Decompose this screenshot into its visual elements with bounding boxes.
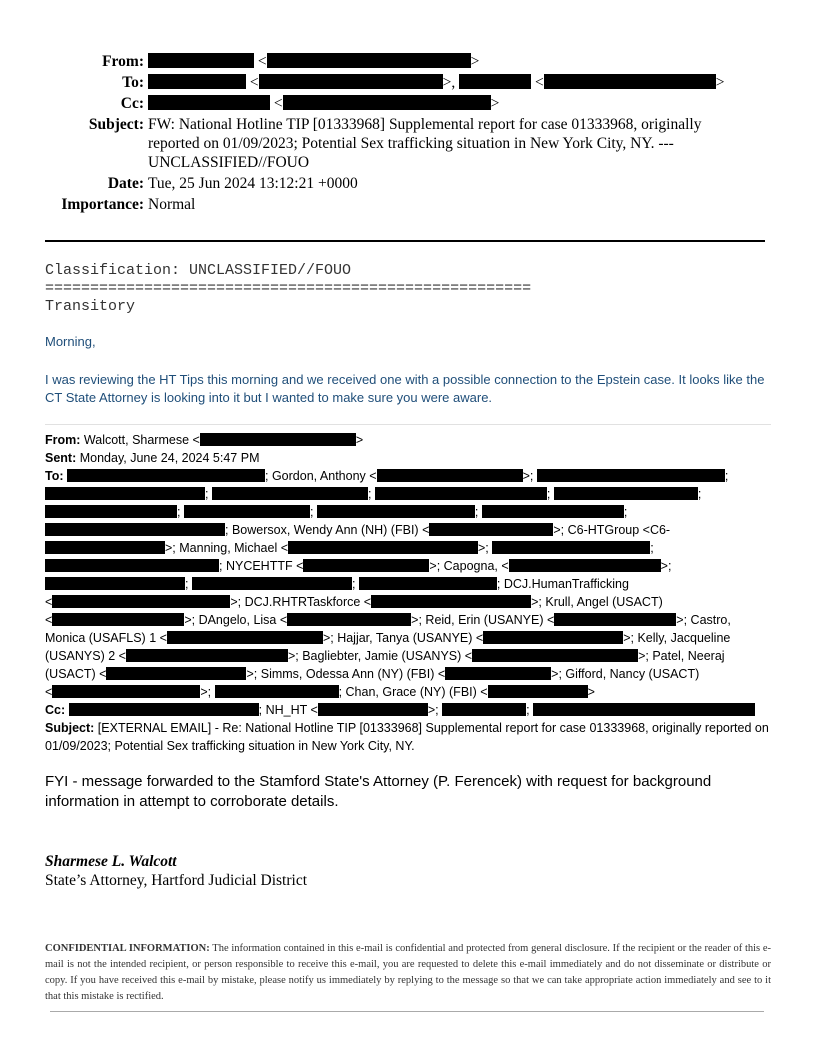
header-subject: FW: National Hotline TIP [01333968] Supplemental report for case 01333968, originally reported on 01/09/2023; Potential Sex trafficking situation in New York City, NY. --- UNCLASSIFIED//FOUO <box>148 116 702 171</box>
signature-title: State’s Attorney, Hartford Judicial District <box>45 872 308 889</box>
recipient-name: Capogna, <box>443 559 498 573</box>
redaction <box>375 487 547 500</box>
forward-cc-row: Cc: ; NH_HT < >; ; <box>45 701 773 719</box>
recipient-name: C6-HTGroup <C6- <box>567 523 671 537</box>
redaction <box>537 469 725 482</box>
redaction <box>287 613 411 626</box>
redaction <box>554 487 698 500</box>
redaction <box>52 595 230 608</box>
recipient-name: Bowersox, Wendy Ann (NH) (FBI) <box>231 523 419 537</box>
redaction <box>69 703 259 716</box>
forward-subject-label: Subject: <box>45 721 95 735</box>
redaction <box>482 505 624 518</box>
recipient-name: Gifford, Nancy (USACT) <box>565 667 700 681</box>
recipient-name: Bagliebter, Jamie (USANYS) <box>302 649 462 663</box>
redaction <box>488 685 588 698</box>
redaction <box>459 74 531 89</box>
forward-from-row: From: Walcott, Sharmese < > <box>45 433 364 447</box>
redaction <box>283 95 491 110</box>
redaction <box>359 577 497 590</box>
forward-from-name: Walcott, Sharmese <box>83 433 190 447</box>
email-header <box>0 52 816 216</box>
forward-to-list: To: ; Gordon, Anthony < >; ; ; ; ; ; ; ; ; ; ; Bowersox, Wendy Ann (NH) (FBI) < >; C6-HTGroup <C6- >; Manning, Michael < >; ; ; NYCEHTTF < >; Capogna, < >; ; ; ; DCJ.HumanTrafficking < >; DCJ.RHTRTaskforce < >; Krull, Angel (USACT) < >; DAngelo, Lisa < >; Reid, Erin (USANYE) < >; Castro, Monica (USAFLS) 1 < >; Hajjar, Tanya (USANYE) < >; Kelly, Jacqueline (USANYS) 2 < >; Bagliebter, Jamie (USANYS) < >; Patel, Neeraj (USACT) < >; Simms, Odessa Ann (NY) (FBI) < >; Gifford, Nancy (USACT) < >; ; Chan, Grace (NY) (FBI) < > <box>45 469 731 699</box>
redaction <box>184 505 310 518</box>
recipient-name: (USANYS) 2 <box>45 649 116 663</box>
redaction <box>267 53 471 68</box>
redaction <box>45 559 219 572</box>
recipient-name: Simms, Odessa Ann (NY) (FBI) <box>260 667 435 681</box>
redaction <box>317 505 475 518</box>
header-importance-label: Importance: <box>61 196 144 213</box>
recipient-name: Manning, Michael <box>179 541 278 555</box>
header-to-row <box>0 73 816 92</box>
redaction <box>67 469 265 482</box>
classification-line: Classification: UNCLASSIFIED//FOUO <box>45 262 352 279</box>
forward-sent: Monday, June 24, 2024 5:47 PM <box>79 451 260 465</box>
recipient-name: NYCEHTTF <box>225 559 293 573</box>
recipient-name: Kelly, Jacqueline <box>637 631 731 645</box>
recipient-name: DAngelo, Lisa <box>198 613 277 627</box>
header-date-row <box>0 174 816 193</box>
redaction <box>492 541 650 554</box>
redaction <box>148 53 254 68</box>
redaction <box>429 523 553 536</box>
footer-divider <box>50 1011 764 1012</box>
redaction <box>377 469 523 482</box>
redaction <box>106 667 246 680</box>
header-importance-row <box>0 195 816 214</box>
redaction <box>288 541 478 554</box>
redaction <box>445 667 551 680</box>
confidential-text: The information contained in this e-mail is confidential and protected from general disclosure. If the recipient or the reader of this e-mail is not the intended recipient, or person responsible to receive this e-mail, you are requested to delete this e-mail immediately and do not disseminate or distribute or copy. If you have received this e-mail by mistake, please notify us immediately by replying to the message so that we can take appropriate action immediately and see to it that this mistake is rectified. <box>45 943 772 1002</box>
header-cc-label: Cc: <box>120 95 144 112</box>
header-date-label: Date: <box>107 175 144 192</box>
redaction <box>371 595 531 608</box>
redaction <box>215 685 339 698</box>
forward-divider <box>45 424 771 425</box>
transitory-line: Transitory <box>45 298 136 315</box>
confidentiality-notice <box>45 941 771 1005</box>
redaction <box>259 74 443 89</box>
redaction <box>554 613 676 626</box>
redaction <box>200 433 356 446</box>
recipient-name: Patel, Neeraj <box>652 649 725 663</box>
redaction <box>167 631 323 644</box>
header-cc-row <box>0 94 816 113</box>
redaction <box>52 685 200 698</box>
forward-subject: [EXTERNAL EMAIL] - Re: National Hotline TIP [01333968] Supplemental report for case 01333968, originally reported on 01/09/2023; Potential Sex trafficking situation in New York City, NY. <box>45 721 769 753</box>
redaction <box>533 703 755 716</box>
fyi-message: FYI - message forwarded to the Stamford State's Attorney (P. Ferencek) with request for background information in attempt to corroborate details. <box>45 773 712 810</box>
redaction <box>45 577 185 590</box>
redaction <box>472 649 638 662</box>
recipient-name: Gordon, Anthony <box>271 469 366 483</box>
header-from-row <box>0 52 816 71</box>
header-to-value: < >, < > <box>148 73 748 92</box>
recipient-name: NH_HT <box>265 703 308 717</box>
redaction <box>318 703 428 716</box>
recipient-name: Chan, Grace (NY) (FBI) <box>345 685 477 699</box>
header-subject-label: Subject: <box>88 116 144 133</box>
recipient-name: (USACT) <box>45 667 96 681</box>
forward-sent-row <box>45 449 773 467</box>
recipient-name: Castro, <box>690 613 731 627</box>
redaction <box>45 505 177 518</box>
redaction <box>45 487 205 500</box>
header-importance: Normal <box>148 196 196 213</box>
redaction <box>509 559 661 572</box>
classification-block <box>45 262 531 316</box>
redaction <box>126 649 288 662</box>
confidential-label: CONFIDENTIAL INFORMATION: <box>45 943 210 954</box>
forward-to-label: To: <box>45 469 64 483</box>
equals-divider: ====================================================== <box>45 280 532 297</box>
header-subject-row <box>0 115 816 172</box>
redaction <box>45 523 225 536</box>
header-from-label: From: <box>102 53 144 70</box>
recipient-name: DCJ.HumanTrafficking <box>503 577 629 591</box>
header-divider <box>45 240 765 242</box>
redaction <box>442 703 526 716</box>
recipient-name: Monica (USAFLS) 1 <box>45 631 157 645</box>
redaction <box>148 74 246 89</box>
redaction <box>212 487 368 500</box>
redaction <box>148 95 270 110</box>
redaction <box>303 559 429 572</box>
recipient-name: Krull, Angel (USACT) <box>545 595 663 609</box>
redaction <box>45 541 165 554</box>
redaction <box>192 577 352 590</box>
forward-sent-label: Sent: <box>45 451 77 465</box>
header-cc-value: < > <box>148 94 748 113</box>
signature-name: Sharmese L. Walcott <box>45 853 177 870</box>
header-to-label: To: <box>122 74 144 91</box>
redaction <box>52 613 184 626</box>
recipient-name: Reid, Erin (USANYE) <box>425 613 544 627</box>
header-date: Tue, 25 Jun 2024 13:12:21 +0000 <box>148 175 358 192</box>
forward-cc-label: Cc: <box>45 703 66 717</box>
body-paragraph: I was reviewing the HT Tips this morning and we received one with a possible connection to the Epstein case. It looks like the CT State Attorney is looking into it but I wanted to make sure you were aware. <box>45 372 765 405</box>
redaction <box>483 631 623 644</box>
forwarded-message <box>45 431 773 755</box>
header-from-value: < > <box>148 52 748 71</box>
redaction <box>544 74 716 89</box>
forward-subject-row <box>45 719 773 755</box>
forward-from-label: From: <box>45 433 81 447</box>
recipient-name: DCJ.RHTRTaskforce <box>244 595 361 609</box>
recipient-name: Hajjar, Tanya (USANYE) <box>337 631 473 645</box>
greeting: Morning, <box>45 334 96 349</box>
signature-block <box>45 852 307 890</box>
